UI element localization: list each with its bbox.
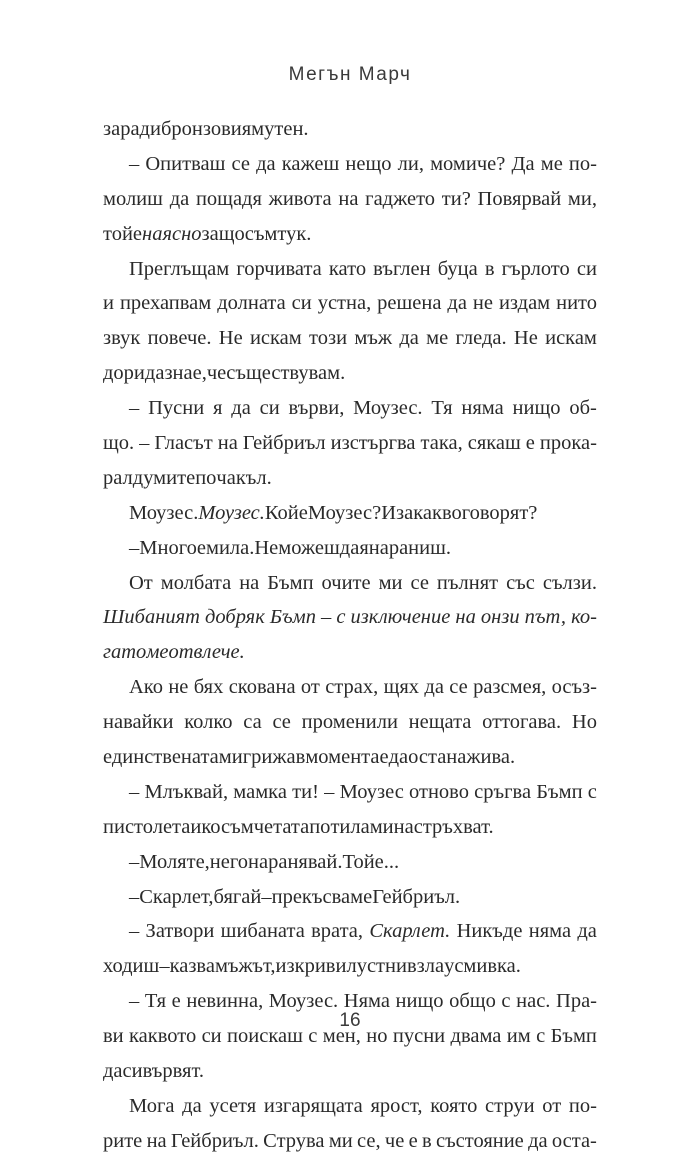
- text-line: [103, 426, 597, 461]
- word: не: [472, 292, 493, 315]
- word: че: [206, 362, 227, 385]
- word: отново: [409, 780, 469, 803]
- word: сръгва: [474, 780, 532, 803]
- word: пощадя: [195, 187, 262, 210]
- word: мъж: [354, 327, 393, 350]
- word: съществувам.: [226, 362, 346, 385]
- word: път,: [524, 606, 566, 629]
- word: съм: [244, 222, 278, 245]
- word: тен.: [274, 118, 309, 140]
- word: щях: [383, 676, 420, 699]
- word: с: [587, 780, 597, 803]
- word: Никъде: [456, 920, 523, 943]
- word: каквото: [129, 1025, 197, 1048]
- word: да: [339, 536, 360, 559]
- text-line: [103, 670, 597, 705]
- word: ми: [218, 746, 243, 769]
- word: Шибаният: [103, 606, 200, 629]
- word: чакъл.: [216, 466, 272, 489]
- word: поискаш: [227, 1025, 303, 1048]
- word: но: [366, 1025, 388, 1048]
- word: сълзи.: [542, 571, 597, 594]
- word: се: [272, 711, 291, 734]
- word: е: [132, 222, 143, 245]
- word: Моля: [139, 850, 187, 873]
- word: е...: [374, 850, 400, 873]
- word: прекъсва: [271, 885, 351, 908]
- word: –: [129, 152, 140, 175]
- word: онзи: [480, 606, 520, 629]
- word: Моузес: [339, 780, 404, 803]
- word: добряк: [205, 606, 265, 629]
- word: ме: [426, 327, 449, 350]
- text-line: [103, 949, 597, 984]
- word: молиш: [103, 187, 163, 210]
- text-line: [103, 1124, 597, 1159]
- word: врата,: [311, 920, 364, 943]
- text-line: [103, 461, 597, 496]
- text-line: [103, 810, 597, 845]
- word: с: [336, 606, 346, 629]
- body-text: [103, 112, 597, 1159]
- word: е: [196, 536, 206, 559]
- word: изключение: [350, 606, 451, 629]
- word: ходиш: [103, 955, 160, 978]
- word: от: [542, 1094, 562, 1117]
- word: Моузес.: [129, 501, 199, 524]
- word: какво: [413, 501, 462, 524]
- word: да: [424, 676, 444, 699]
- word: шибаната: [220, 920, 305, 943]
- word: изгарящата: [263, 1094, 363, 1117]
- word: решена: [377, 292, 442, 315]
- word: нас.: [516, 990, 551, 1013]
- word: Скарлет,: [139, 885, 214, 908]
- word: живота: [268, 187, 332, 210]
- word: Гейбриъл.: [170, 1129, 259, 1152]
- word: бях: [193, 676, 224, 699]
- text-line: [103, 531, 597, 566]
- word: и: [190, 815, 202, 838]
- word: за: [396, 501, 414, 524]
- word: косъмчетата: [201, 815, 310, 838]
- word: грижа: [242, 746, 296, 769]
- word: От: [129, 571, 153, 594]
- word: отвлече.: [168, 641, 245, 664]
- word: е: [379, 746, 389, 769]
- word: мъжът,: [214, 955, 276, 978]
- word: момента: [305, 746, 380, 769]
- word: да: [577, 920, 597, 943]
- word: –: [129, 990, 140, 1013]
- word: струи: [485, 1094, 535, 1117]
- text-line: [103, 496, 597, 531]
- word: променили: [301, 711, 398, 734]
- word: Повярвай: [477, 187, 562, 210]
- word: я: [359, 536, 369, 559]
- word: бронзовия: [160, 118, 252, 140]
- word: ми: [369, 815, 394, 838]
- word: дори: [103, 362, 145, 385]
- word: върви,: [288, 397, 345, 420]
- word: в: [422, 1129, 432, 1152]
- word: И: [381, 501, 397, 524]
- text-line: [103, 217, 597, 252]
- word: ме: [146, 641, 169, 664]
- word: се: [449, 676, 468, 699]
- word: е: [298, 501, 308, 524]
- word: е: [171, 990, 181, 1013]
- word: този: [309, 327, 348, 350]
- word: по-: [568, 152, 597, 175]
- word: Бъмп: [267, 571, 314, 594]
- word: така,: [420, 432, 463, 455]
- word: с: [536, 1025, 546, 1048]
- word: сякаш: [467, 432, 521, 455]
- text-line: [103, 635, 597, 670]
- word: мила.: [205, 536, 255, 559]
- word: бягай: [213, 885, 262, 908]
- word: ме: [540, 152, 563, 175]
- word: Много: [139, 536, 197, 559]
- word: Ако: [129, 676, 163, 699]
- word: –: [129, 850, 140, 873]
- word: усмивка.: [444, 955, 521, 978]
- word: ти!: [292, 780, 319, 803]
- word: Тя: [431, 397, 453, 420]
- word: Пусни: [148, 397, 205, 420]
- word: нищо: [395, 990, 444, 1013]
- word: изстъргва: [330, 432, 416, 455]
- word: момиче?: [430, 152, 506, 175]
- word: Той: [342, 850, 375, 873]
- word: знае,: [164, 362, 207, 385]
- word: общо: [449, 990, 496, 1013]
- word: тук.: [277, 222, 312, 245]
- word: по: [195, 466, 217, 489]
- word: Не: [218, 327, 243, 350]
- word: наясно: [142, 222, 202, 245]
- word: да: [103, 1060, 123, 1083]
- text-line: [103, 286, 597, 321]
- word: що.: [103, 432, 135, 455]
- word: Затвори: [145, 920, 215, 943]
- word: вървят.: [142, 1060, 205, 1083]
- word: Мога: [129, 1094, 175, 1117]
- word: която: [430, 1094, 478, 1117]
- text-line: [103, 391, 597, 426]
- word: Не: [254, 536, 279, 559]
- word: заради: [103, 118, 161, 140]
- word: да: [169, 187, 190, 210]
- word: гаджето: [365, 187, 436, 210]
- word: ли,: [397, 152, 424, 175]
- word: повече.: [147, 327, 212, 350]
- word: че: [384, 1129, 405, 1152]
- word: пистолета: [103, 815, 191, 838]
- word: и: [103, 292, 114, 315]
- word: пусни: [392, 1025, 446, 1048]
- word: няма: [461, 397, 504, 420]
- word: си: [122, 1060, 143, 1083]
- word: Моузес.: [268, 990, 339, 1013]
- word: по-: [568, 1094, 597, 1117]
- text-line: [103, 147, 597, 182]
- word: с: [308, 1025, 318, 1048]
- word: ми: [328, 1129, 353, 1152]
- word: об-: [569, 397, 597, 420]
- word: Но: [571, 711, 597, 734]
- word: по: [309, 815, 331, 838]
- word: страх,: [325, 676, 379, 699]
- word: ти?: [441, 187, 471, 210]
- word: защо: [201, 222, 245, 245]
- word: –: [139, 432, 150, 455]
- word: невинна,: [186, 990, 264, 1013]
- text-line: [103, 1054, 597, 1089]
- word: е: [408, 1129, 418, 1152]
- word: Бъмп: [269, 606, 316, 629]
- word: скована: [228, 676, 296, 699]
- word: Бъмп: [550, 1025, 597, 1048]
- word: да: [182, 1094, 202, 1117]
- word: се: [410, 571, 429, 594]
- word: се: [231, 152, 250, 175]
- word: да: [256, 152, 276, 175]
- word: в: [295, 746, 306, 769]
- word: Тя: [144, 990, 167, 1013]
- word: усетя: [209, 1094, 257, 1117]
- text-line: [103, 914, 597, 949]
- word: с: [501, 990, 511, 1013]
- word: Преглъщам: [129, 257, 230, 280]
- word: да: [528, 1129, 548, 1152]
- text-line: [103, 321, 597, 356]
- word: искам: [545, 327, 597, 350]
- word: прока-: [539, 432, 597, 455]
- word: казва: [169, 955, 215, 978]
- word: буца: [437, 257, 478, 280]
- text-line: [103, 600, 597, 635]
- word: да: [399, 327, 419, 350]
- word: да: [388, 746, 409, 769]
- word: устна,: [317, 292, 372, 315]
- word: няма: [528, 920, 572, 943]
- word: със: [506, 571, 535, 594]
- word: Пра-: [556, 990, 597, 1013]
- word: състояние: [435, 1129, 524, 1152]
- word: Млъквай,: [144, 780, 229, 803]
- text-line: [103, 182, 597, 217]
- word: гато: [103, 641, 147, 664]
- word: –: [129, 920, 140, 943]
- word: им: [506, 1025, 531, 1048]
- word: Не: [513, 327, 538, 350]
- word: искам: [249, 327, 302, 350]
- word: като: [328, 257, 367, 280]
- page-number: 16: [339, 1010, 361, 1031]
- word: кажеш: [281, 152, 340, 175]
- word: на: [217, 432, 238, 455]
- word: го: [229, 850, 249, 873]
- word: гърлото: [501, 257, 570, 280]
- word: Гейбриъл: [242, 432, 326, 455]
- word: въглен: [373, 257, 431, 280]
- word: Моузес.: [198, 501, 265, 524]
- word: ми,: [567, 187, 597, 210]
- text-line: [103, 252, 597, 287]
- word: –: [321, 606, 332, 629]
- word: я: [213, 397, 223, 420]
- word: на: [455, 606, 476, 629]
- word: в: [406, 955, 417, 978]
- word: ви: [103, 1025, 124, 1048]
- word: Да: [511, 152, 535, 175]
- word: мамка: [233, 780, 287, 803]
- word: Струва: [263, 1129, 325, 1152]
- word: си: [201, 1025, 222, 1048]
- word: нещата: [408, 711, 472, 734]
- word: колко: [184, 711, 233, 734]
- word: думите: [132, 466, 196, 489]
- word: се,: [357, 1129, 381, 1152]
- text-line: [103, 775, 597, 810]
- word: Моузес?: [307, 501, 382, 524]
- word: в: [484, 257, 495, 280]
- word: остана: [408, 746, 467, 769]
- word: нито: [556, 292, 597, 315]
- word: Кой: [264, 501, 299, 524]
- word: от: [300, 676, 320, 699]
- word: той: [103, 222, 133, 245]
- word: на: [239, 571, 260, 594]
- word: издам: [498, 292, 551, 315]
- text-line: [103, 356, 597, 391]
- word: не: [209, 850, 230, 873]
- word: можеш: [278, 536, 340, 559]
- word: Моузес.: [353, 397, 423, 420]
- word: навайки: [103, 711, 174, 734]
- word: рал: [103, 466, 133, 489]
- word: му: [251, 118, 275, 140]
- word: устни: [356, 955, 407, 978]
- word: изкривил: [275, 955, 357, 978]
- word: те,: [186, 850, 210, 873]
- text-line: [103, 740, 597, 775]
- word: Гейбриъл.: [372, 885, 461, 908]
- word: си: [576, 257, 597, 280]
- word: говорят?: [461, 501, 538, 524]
- word: –: [129, 536, 140, 559]
- text-line: [103, 845, 597, 880]
- word: осъз-: [551, 676, 597, 699]
- word: нещо: [345, 152, 392, 175]
- word: да: [231, 397, 251, 420]
- word: пълнят: [436, 571, 499, 594]
- word: на: [338, 187, 359, 210]
- word: мен,: [322, 1025, 361, 1048]
- word: не: [168, 676, 189, 699]
- word: е: [525, 432, 535, 455]
- word: –: [129, 780, 140, 803]
- word: Скарлет.: [369, 920, 451, 943]
- word: нараниш.: [368, 536, 452, 559]
- word: –: [324, 780, 335, 803]
- word: ми: [378, 571, 403, 594]
- word: жива.: [466, 746, 516, 769]
- text-line: [103, 112, 597, 147]
- word: Няма: [343, 990, 390, 1013]
- word: двама: [450, 1025, 502, 1048]
- word: зла: [416, 955, 445, 978]
- word: ко-: [571, 606, 597, 629]
- word: оттогава.: [482, 711, 562, 734]
- text-line: [103, 880, 597, 915]
- word: гледа.: [455, 327, 507, 350]
- text-line: [103, 705, 597, 740]
- word: разсмея,: [473, 676, 547, 699]
- word: Гласът: [154, 432, 213, 455]
- word: си: [259, 397, 280, 420]
- word: оста-: [551, 1129, 597, 1152]
- word: Опитваш: [145, 152, 226, 175]
- word: молбата: [160, 571, 232, 594]
- word: са: [243, 711, 262, 734]
- word: горчивата: [236, 257, 322, 280]
- word: единствената: [103, 746, 219, 769]
- word: наранявай.: [248, 850, 343, 873]
- word: прехапвам: [119, 292, 212, 315]
- word: да: [144, 362, 165, 385]
- word: тила: [330, 815, 370, 838]
- word: нищо: [512, 397, 561, 420]
- word: –: [129, 885, 140, 908]
- word: –: [159, 955, 170, 978]
- text-line: [103, 1089, 597, 1124]
- word: ме: [350, 885, 373, 908]
- word: рите: [103, 1129, 143, 1152]
- word: си: [291, 292, 312, 315]
- word: Бъмп: [536, 780, 583, 803]
- word: –: [129, 397, 140, 420]
- running-header: Мегън Марч: [288, 64, 412, 85]
- word: очите: [321, 571, 371, 594]
- word: да: [447, 292, 467, 315]
- word: ярост,: [370, 1094, 423, 1117]
- text-line: [103, 566, 597, 601]
- word: долната: [217, 292, 286, 315]
- word: звук: [103, 327, 141, 350]
- word: –: [261, 885, 272, 908]
- word: на: [146, 1129, 167, 1152]
- word: настръхват.: [393, 815, 494, 838]
